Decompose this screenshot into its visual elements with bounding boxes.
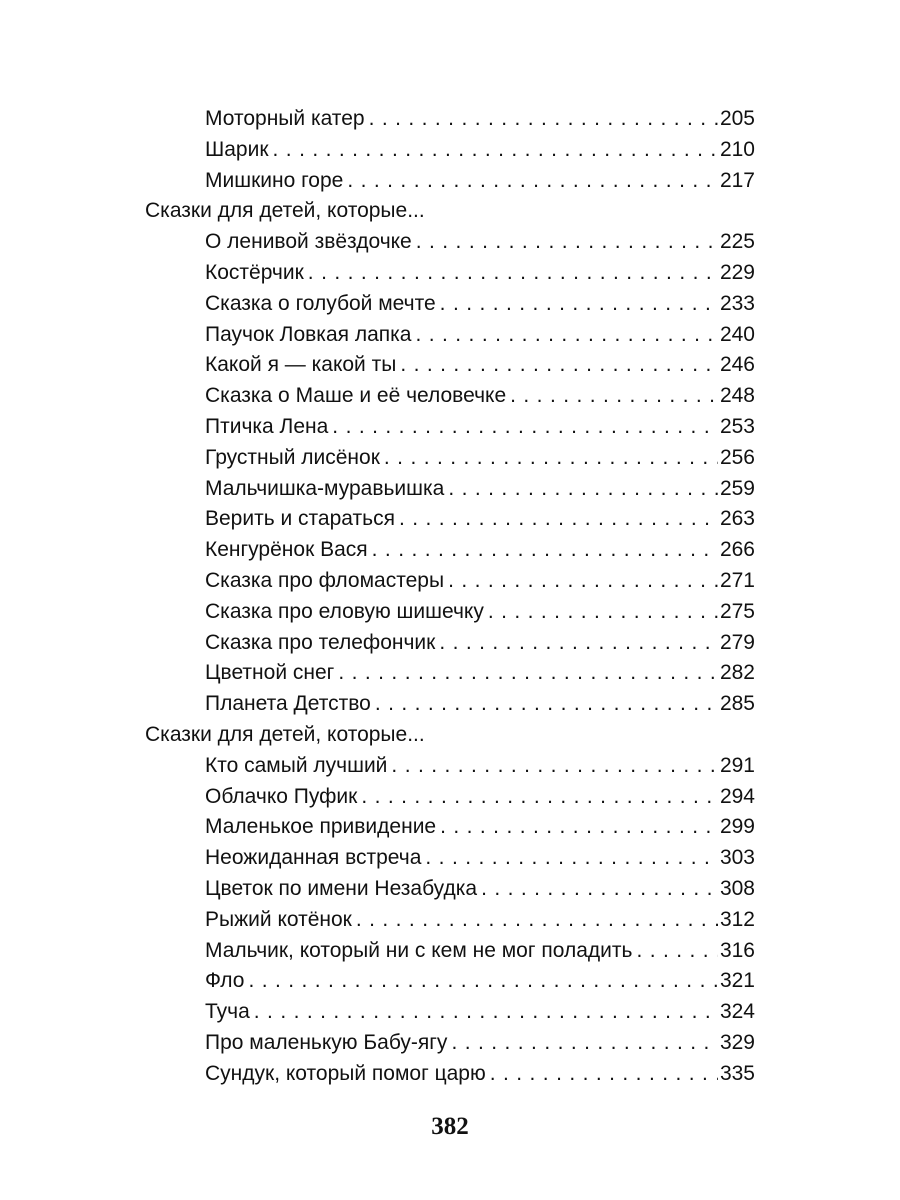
dot-leader — [435, 628, 718, 659]
entry-page-number: 259 — [718, 474, 755, 505]
toc-entry — [205, 135, 755, 166]
dot-leader — [250, 997, 718, 1028]
entry-page-number: 205 — [718, 104, 755, 135]
dot-leader — [334, 658, 718, 689]
entry-page-number: 240 — [718, 320, 755, 351]
entry-title: Мальчишка-муравьишка — [205, 476, 445, 500]
entry-page-number: 246 — [718, 350, 755, 381]
section-title: Сказки для детей, которые... — [145, 199, 425, 223]
entry-page-number: 308 — [718, 874, 755, 905]
toc-entry — [205, 751, 755, 782]
entry-title: Грустный лисёнок — [205, 445, 380, 469]
toc-entry — [205, 628, 755, 659]
entry-page-number: 316 — [718, 936, 755, 967]
entry-page-number: 253 — [718, 412, 755, 443]
entry-page-number: 275 — [718, 597, 755, 628]
entry-title: Моторный катер — [205, 107, 365, 130]
entry-page-number: 248 — [718, 381, 755, 412]
toc-entry — [205, 258, 755, 289]
dot-leader — [632, 936, 718, 967]
entry-title: Паучок Ловкая лапка — [205, 322, 412, 346]
entry-title: Неожиданная встреча — [205, 846, 422, 870]
toc-entry — [205, 905, 755, 936]
dot-leader — [380, 443, 718, 474]
entry-title: Цветной снег — [205, 661, 335, 685]
entry-title: Цветок по имени Незабудка — [205, 876, 478, 900]
entry-title: Маленькое привидение — [205, 815, 437, 839]
toc-entry — [205, 104, 755, 135]
dot-leader — [436, 812, 718, 843]
entry-page-number: 294 — [718, 782, 755, 813]
dot-leader — [328, 412, 718, 443]
entry-page-number: 324 — [718, 997, 755, 1028]
dot-leader — [444, 566, 718, 597]
entry-title: Сказка о голубой мечте — [205, 291, 436, 315]
dot-leader — [447, 1028, 718, 1059]
entry-page-number: 225 — [718, 227, 755, 258]
section-title: Сказки для детей, которые... — [145, 722, 425, 746]
toc-entry — [205, 381, 755, 412]
entry-title: Какой я — какой ты — [205, 353, 397, 377]
toc-entry — [205, 812, 755, 843]
entry-title: Мальчик, который ни с кем не мог поладить — [205, 938, 633, 962]
toc-entry — [205, 474, 755, 505]
entry-page-number: 303 — [718, 843, 755, 874]
dot-leader — [244, 966, 718, 997]
entry-title: Шарик — [205, 137, 269, 161]
dot-leader — [444, 474, 718, 505]
toc-entry — [205, 843, 755, 874]
toc-entry — [205, 1028, 755, 1059]
toc-entry — [205, 936, 755, 967]
dot-leader — [304, 258, 718, 289]
toc-entry — [205, 997, 755, 1028]
entry-page-number: 279 — [718, 628, 755, 659]
entry-page-number: 210 — [718, 135, 755, 166]
entry-title: Туча — [205, 1000, 250, 1024]
entry-title: Мишкино горе — [205, 168, 344, 192]
entry-page-number: 266 — [718, 535, 755, 566]
entry-title: О ленивой звёздочке — [205, 230, 412, 254]
entry-page-number: 329 — [718, 1028, 755, 1059]
dot-leader — [343, 166, 718, 197]
dot-leader — [484, 597, 718, 628]
entry-title: Птичка Лена — [205, 414, 329, 438]
dot-leader — [357, 782, 718, 813]
table-of-contents — [0, 104, 900, 1090]
dot-leader — [411, 320, 717, 351]
entry-title: Кто самый лучший — [205, 753, 388, 777]
toc-entry — [205, 443, 755, 474]
entry-page-number: 271 — [718, 566, 755, 597]
toc-entry — [205, 412, 755, 443]
dot-leader — [395, 504, 718, 535]
entry-title: Рыжий котёнок — [205, 907, 352, 931]
toc-section-heading — [0, 196, 900, 227]
entry-page-number: 312 — [718, 905, 755, 936]
entry-page-number: 256 — [718, 443, 755, 474]
entry-title: Сказка о Маше и её человечке — [205, 384, 507, 408]
entry-title: Сундук, который помог царю — [205, 1061, 486, 1085]
entry-title: Верить и стараться — [205, 507, 395, 531]
toc-entry — [205, 289, 755, 320]
toc-entry — [205, 227, 755, 258]
dot-leader — [269, 135, 718, 166]
entry-page-number: 335 — [718, 1059, 755, 1090]
dot-leader — [352, 905, 718, 936]
toc-entry — [205, 966, 755, 997]
dot-leader — [486, 1059, 718, 1090]
entry-page-number: 282 — [718, 658, 755, 689]
entry-title: Про маленькую Бабу-ягу — [205, 1030, 448, 1054]
entry-page-number: 291 — [718, 751, 755, 782]
dot-leader — [387, 751, 718, 782]
toc-entry — [205, 874, 755, 905]
entry-page-number: 217 — [718, 166, 755, 197]
entry-page-number: 321 — [718, 966, 755, 997]
toc-entry — [205, 597, 755, 628]
entry-title: Фло — [205, 969, 245, 993]
toc-section-heading — [0, 720, 900, 751]
toc-entry — [205, 689, 755, 720]
toc-entry — [205, 782, 755, 813]
entry-page-number: 229 — [718, 258, 755, 289]
entry-title: Облачко Пуфик — [205, 784, 358, 808]
toc-entry — [205, 320, 755, 351]
entry-title: Костёрчик — [205, 260, 304, 284]
entry-page-number: 299 — [718, 812, 755, 843]
entry-title: Планета Детство — [205, 692, 371, 716]
dot-leader — [412, 227, 718, 258]
dot-leader — [421, 843, 718, 874]
toc-entry — [205, 504, 755, 535]
entry-page-number: 263 — [718, 504, 755, 535]
entry-title: Сказка про еловую шишечку — [205, 599, 484, 623]
page-number: 382 — [431, 1113, 469, 1140]
entry-page-number: 285 — [718, 689, 755, 720]
entry-title: Сказка про фломастеры — [205, 568, 445, 592]
toc-entry — [205, 350, 755, 381]
toc-entry — [205, 566, 755, 597]
entry-page-number: 233 — [718, 289, 755, 320]
entry-title: Сказка про телефончик — [205, 630, 436, 654]
toc-entry — [205, 658, 755, 689]
dot-leader — [365, 104, 718, 135]
dot-leader — [436, 289, 718, 320]
toc-entry — [205, 535, 755, 566]
dot-leader — [396, 350, 718, 381]
toc-entry — [205, 1059, 755, 1090]
toc-entry — [205, 166, 755, 197]
dot-leader — [371, 689, 718, 720]
dot-leader — [477, 874, 718, 905]
dot-leader — [368, 535, 718, 566]
entry-title: Кенгурёнок Вася — [205, 538, 368, 562]
dot-leader — [506, 381, 718, 412]
